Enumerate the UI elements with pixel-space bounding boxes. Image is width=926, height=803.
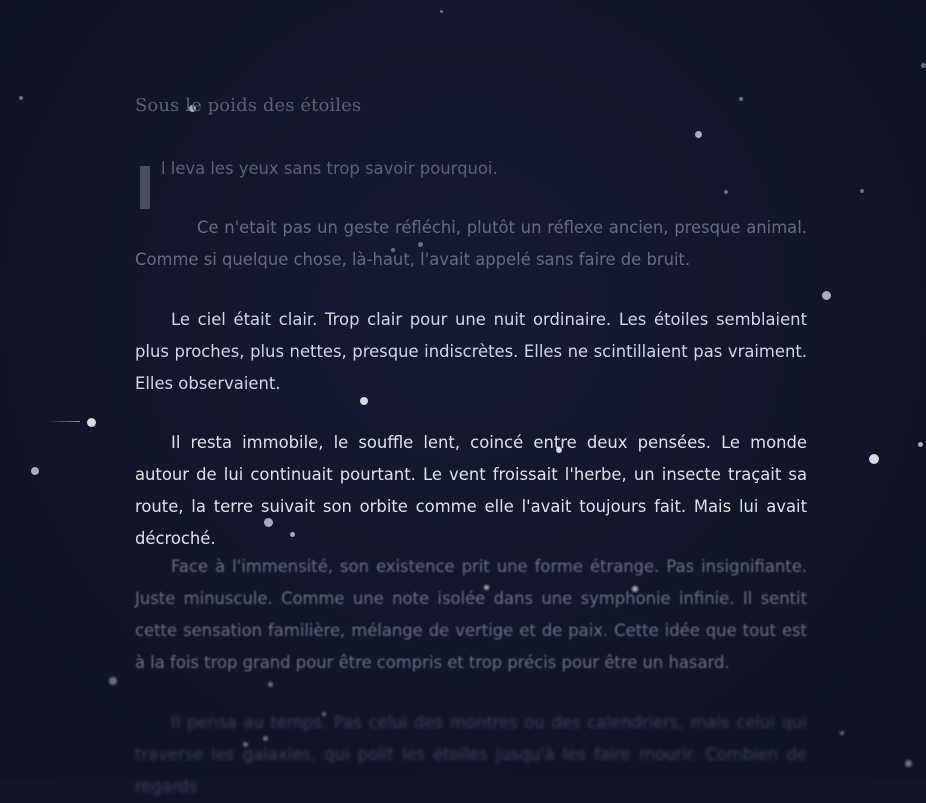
star <box>921 63 926 68</box>
shooting-star-trail <box>48 421 80 422</box>
star <box>695 131 702 138</box>
story-paragraph-faded: Il pensa au temps. Pas celui des montres ou des calendriers, mais celui qui traverse les galaxies, qui polit les étoiles jusqu'à les faire mourir. Combien de regards <box>135 713 807 796</box>
star <box>905 760 912 767</box>
story-paragraph: Le ciel était clair. Trop clair pour une nuit ordinaire. Les étoiles semblaient plus proches, plus nettes, presque indiscrètes. Elles ne scintillaient pas vraiment. Elles observaient. <box>135 310 807 393</box>
story-paragraph-faded: Face à l'immensité, son existence prit une forme étrange. Pas insignifiante. Juste minuscule. Comme une note isolée dans une symphonie infinie. Il sentit cette sensation familière, mélange de vertige et de paix. Cette idée que tout est à la fois trop grand pour être compris et trop précis pour être un hasard. <box>135 557 807 672</box>
star <box>109 677 117 685</box>
story-paragraph-focused: Il resta immobile, le souffle lent, coincé entre deux pensées. Le monde autour de lui continuait pourtant. Le vent froissait l'herbe, un insecte traçait sa route, la terre suivait son orbite comme elle l'avait toujours fait. Mais lui avait décroché. <box>135 433 807 548</box>
shooting-star <box>87 418 96 427</box>
drop-cap-letter <box>140 166 150 209</box>
star <box>869 454 879 464</box>
star <box>840 731 844 735</box>
star <box>739 97 743 101</box>
star <box>19 96 23 100</box>
star <box>440 10 443 13</box>
star <box>918 442 923 447</box>
star <box>822 291 831 300</box>
star <box>268 682 273 687</box>
star <box>724 190 728 194</box>
story-title: Sous le poids des étoiles <box>135 95 362 116</box>
story-opening-line: l leva les yeux sans trop savoir pourquoi. <box>161 159 498 178</box>
star <box>860 189 864 193</box>
star <box>31 467 39 475</box>
story-paragraph: Ce n'etait pas un geste réfléchi, plutôt un réflexe ancien, presque animal. Comme si quelque chose, là-haut, l'avait appelé sans faire de bruit. <box>135 218 807 269</box>
